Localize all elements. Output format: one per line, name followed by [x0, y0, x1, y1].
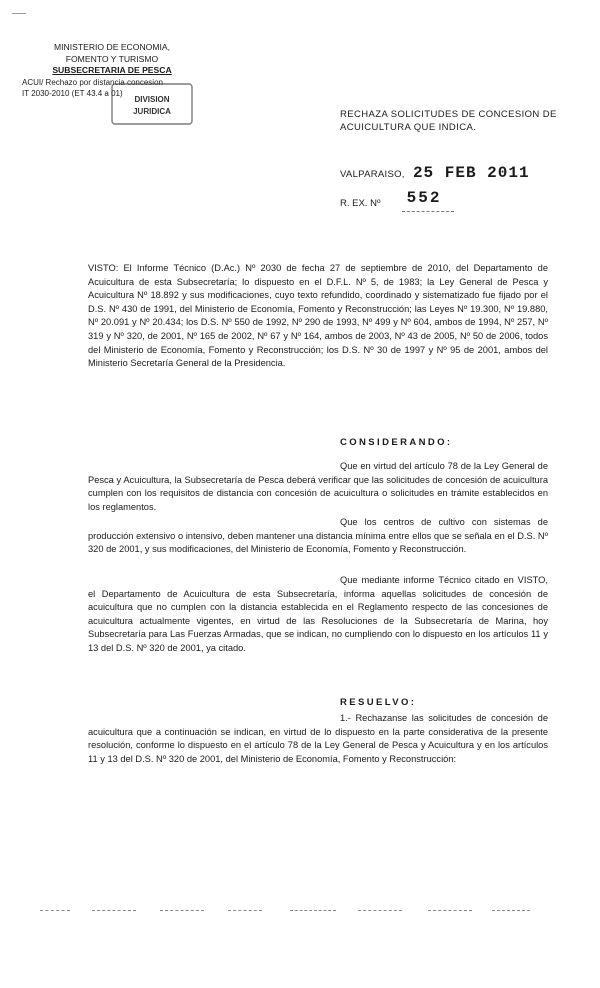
visto-text: VISTO: El Informe Técnico (D.Ac.) Nº 2030 de fecha 27 de septiembre de 2010, del Departamento de Acuicultura de esta Subsecretaría; lo dispuesto en el D.F.L. Nº 5, de 1983; la Ley General de Pesca y Acuicultura Nº 18.892 y sus modificaciones, cuyo texto refundido, coordinado y sistematizado fue fijado por el D.S. Nº 430 de 1991, del Ministerio de Economía, Fomento y Reconstrucción; las Leyes Nº 19.300, Nº 19.880, Nº 20.091 y Nº 20.434; los D.S. Nº 550 de 1992, Nº 290 de 1993, Nº 499 y Nº 604, ambos de 1994, Nº 257, Nº 319 y Nº 320, de 2001, Nº 165 de 2002, Nº 67 y Nº 164, ambos de 2003, Nº 43 de 2005, Nº 50 de 2006, todos del Ministerio de Economía, Fomento y Reconstrucción; los D.S. Nº 30 de 1997 y Nº 95 de 2001, ambos del Ministerio Secretaría General de la Presidencia. [88, 263, 548, 369]
date-line [340, 164, 530, 182]
ministry-name-cont: FOMENTO Y TURISMO [65, 53, 159, 64]
letterhead [22, 42, 202, 100]
date-stamp: 25 FEB 2011 [412, 164, 530, 182]
considerando-paragraph-3: Que mediante informe Técnico citado en VISTO, el Departamento de Acuicultura de esta Subsecretaría, informa aquellas solicitudes de concesión de acuicultura que no cumplen con la distancia establecida en el Reglamento respecto de las concesiones de acuicultura actualmente vigentes, en virtud de las Resoluciones de la Subsecretaría de Marina, hoy Subsecretaría para Las Fuerzas Armadas, que se indican, no cumpliendo con lo dispuesto en los artículos 11 y 13 del D.S. Nº 320 de 2001, ya citado. [88, 575, 548, 653]
footer-dash [228, 910, 262, 911]
scan-mark [12, 13, 26, 14]
footer-dash [358, 910, 402, 911]
resuelvo-paragraph-1: 1.- Rechazanse las solicitudes de concesión de acuicultura que a continuación se indican, en virtud de lo dispuesto en la parte considerativa de la presente resolución, conforme lo dispuesto en el artículo 78 de la Ley General de Pesca y Acuicultura y en los artículos 11 y 13 del D.S. Nº 320 de 2001, del Ministerio de Economía, Fomento y Reconstrucción: [88, 713, 548, 764]
stamp-text-2: JURIDICA [133, 107, 171, 116]
ministry-name: MINISTERIO DE ECONOMIA, [53, 42, 171, 52]
footer-dash [40, 910, 70, 911]
resolution-number-line [340, 189, 442, 211]
footer-dashes [40, 910, 560, 914]
city-label: VALPARAISO, [340, 169, 405, 180]
considerando-heading: CONSIDERANDO: [340, 437, 453, 448]
footer-dash [92, 910, 136, 911]
rex-number: 552 [406, 189, 442, 207]
footer-dash [290, 910, 336, 911]
rex-underline [402, 211, 454, 212]
stamp-text-1: DIVISION [134, 95, 170, 104]
reference-line: ACUI/ Rechazo por distancia concesion [22, 77, 163, 87]
resuelvo-heading: RESUELVO: [340, 697, 417, 708]
reference-code: IT 2030-2010 (ET 43.4 a 01) [22, 89, 123, 98]
rex-label: R. EX. Nº [340, 198, 381, 209]
considerando-paragraph-1: Que en virtud del artículo 78 de la Ley General de Pesca y Acuicultura, la Subsecretaría de Pesca deberá verificar que las solicitudes de concesión de acuicultura cumplen con los requisitos de distancia con concesión de acuicultura o solicitudes en trámite establecidos en los reglamentos. [88, 461, 548, 512]
document-title: RECHAZA SOLICITUDES DE CONCESION DE ACUICULTURA QUE INDICA. [340, 109, 557, 133]
footer-dash [492, 910, 530, 911]
subsecretaria-name: SUBSECRETARIA DE PESCA [52, 65, 172, 75]
footer-dash [428, 910, 472, 911]
visto-paragraph [88, 262, 548, 371]
footer-dash [160, 910, 204, 911]
considerando-paragraph-2: Que los centros de cultivo con sistemas de producción extensivo o intensivo, deben mantener una distancia mínima entre ellos que se señala en el D.S. Nº 320 de 2001, y sus modificaciones, del Ministerio de Economía, Fomento y Reconstrucción. [88, 517, 548, 555]
